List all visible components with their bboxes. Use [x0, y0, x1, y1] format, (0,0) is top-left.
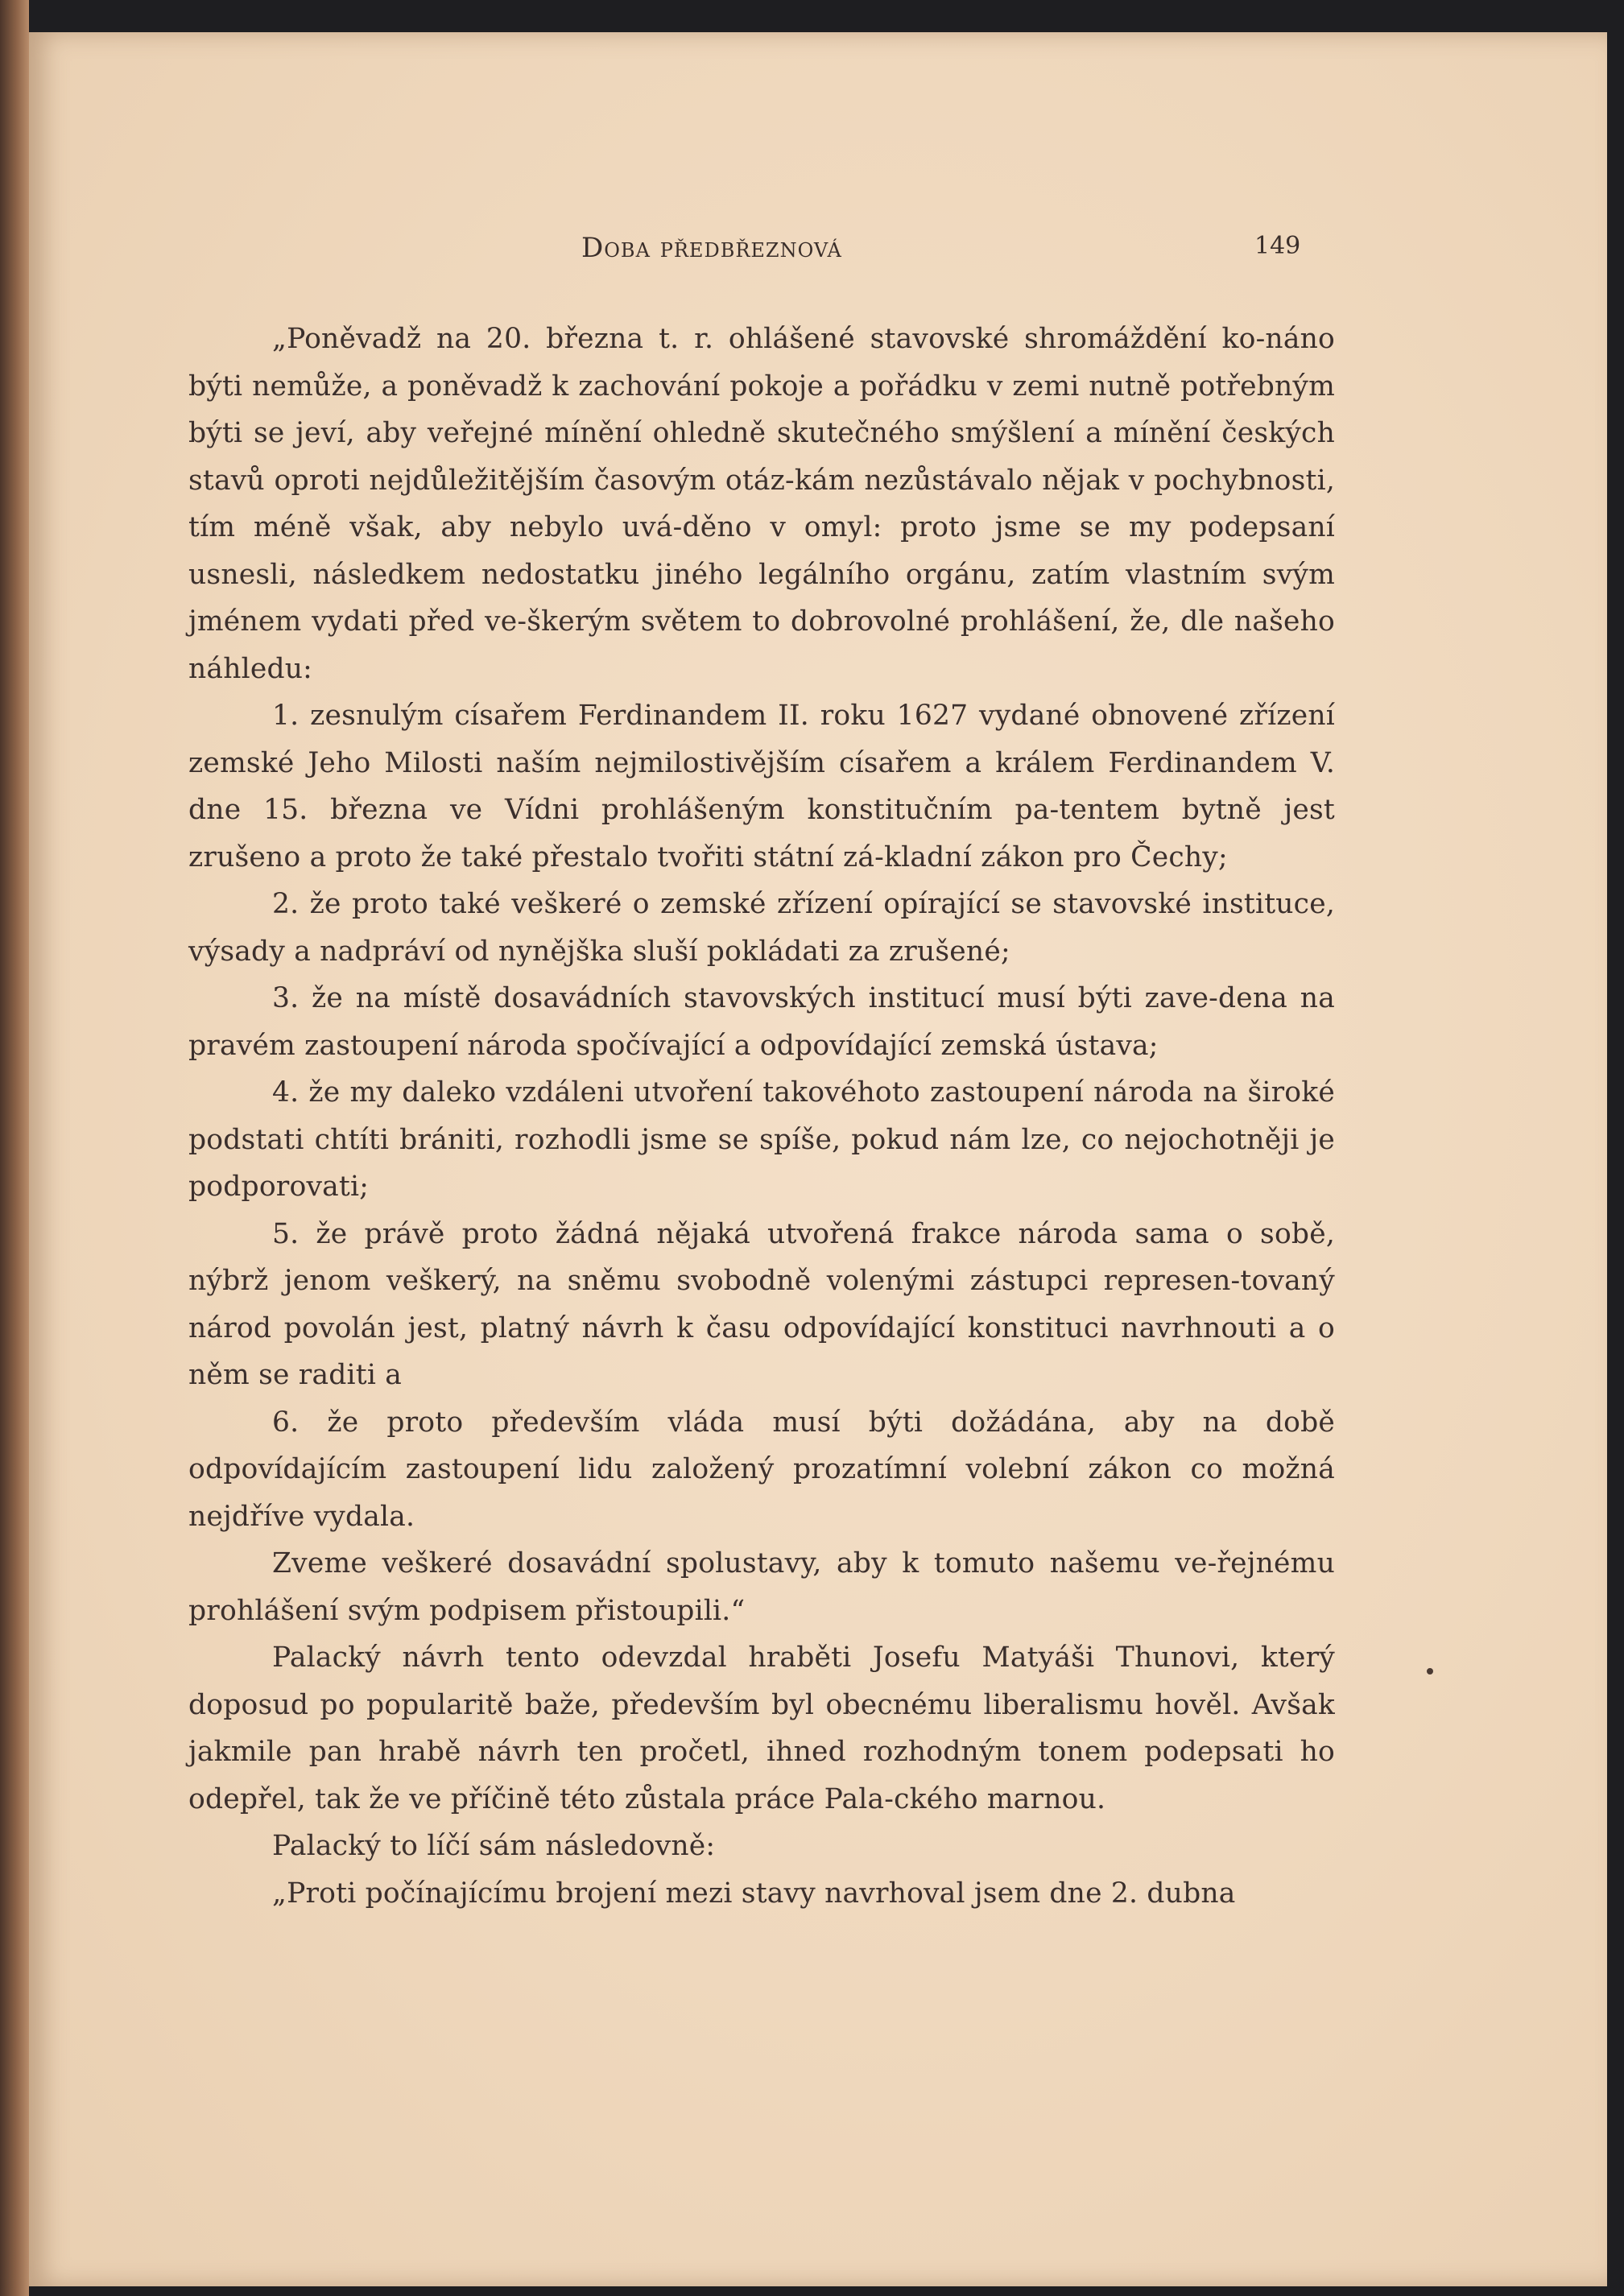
paragraph-thun-refusal: Palacký návrh tento odevzdal hraběti Josefu Matyáši Thunovi, který doposud po popularitě baže, především byl obecnému liberalismu hověl. Avšak jakmile pan hrabě návrh ten pročetl, ihned rozhodným tonem podepsati ho odepřel, tak že ve příčině této zůstala práce Pala-ckého marnou. [188, 1641, 1335, 1815]
running-head: Doba předbřeznová [581, 232, 842, 264]
book-spine-edge [0, 0, 29, 2296]
paragraph-declaration-intro: „Poněvadž na 20. března t. r. ohlášené stavovské shromáždění ko-náno býti nemůže, a poněvadž k zachování pokoje a pořádku v zemi nutně potřebným býti se jeví, aby veřejné mínění ohledně skutečného smýšlení a mínění českých stavů oproti nejdůležitějším časovým otáz-kám nezůstávalo nějak v pochybnosti, tím méně však, aby nebylo uvá-děno v omyl: proto jsme se my podepsaní usnesli, následkem nedostatku jiného legálního orgánu, zatím vlastním svým jménem vydati před ve-škerým světem to dobrovolné prohlášení, že, dle našeho náhledu: [188, 323, 1335, 685]
paragraph-point-3: 3. že na místě dosavádních stavovských institucí musí býti zave-dena na pravém zastoupení národa spočívající a odpovídající zemská ústava; [188, 982, 1335, 1062]
book-page [29, 32, 1607, 2286]
paragraph-quote-start: „Proti počínajícímu brojení mezi stavy navrhoval jsem dne 2. dubna [272, 1877, 1236, 1910]
paragraph-point-5: 5. že právě proto žádná nějaká utvořená frakce národa sama o sobě, nýbrž jenom veškerý, na sněmu svobodně volenými zástupci represen-tovaný národ povolán jest, platný návrh k času odpovídající konstituci navrhnouti a o něm se raditi a [188, 1217, 1335, 1391]
paragraph-point-1: 1. zesnulým císařem Ferdinandem II. roku 1627 vydané obnovené zřízení zemské Jeho Milosti naším nejmilostivějším císařem a králem Ferdinandem V. dne 15. března ve Vídni prohlášeným konstitučním pa-tentem bytně jest zrušeno a proto že také přestalo tvořiti státní zá-kladní zákon pro Čechy; [188, 700, 1335, 873]
paragraph-palacky-account: Palacký to líčí sám následovně: [272, 1830, 716, 1862]
paragraph-point-2: 2. že proto také veškeré o zemské zřízení opírající se stavovské instituce, výsady a nadpráví od nynějška sluší pokládati za zrušené; [188, 888, 1335, 968]
ink-spot [1427, 1668, 1433, 1675]
paragraph-point-4: 4. že my daleko vzdáleni utvoření takovéhoto zastoupení národa na široké podstati chtíti brániti, rozhodli jsme se spíše, pokud nám lze, co nejochotněji je podporovati; [188, 1076, 1335, 1203]
paragraph-point-6: 6. že proto především vláda musí býti dožádána, aby na době odpovídajícím zastoupení lidu založený prozatímní volební zákon co možná nejdříve vydala. [188, 1406, 1335, 1533]
paragraph-invitation: Zveme veškeré dosavádní spolustavy, aby k tomuto našemu ve-řejnému prohlášení svým podpisem přistoupili.“ [188, 1547, 1335, 1627]
body-text [188, 316, 1335, 1917]
page-number: 149 [1254, 232, 1301, 260]
